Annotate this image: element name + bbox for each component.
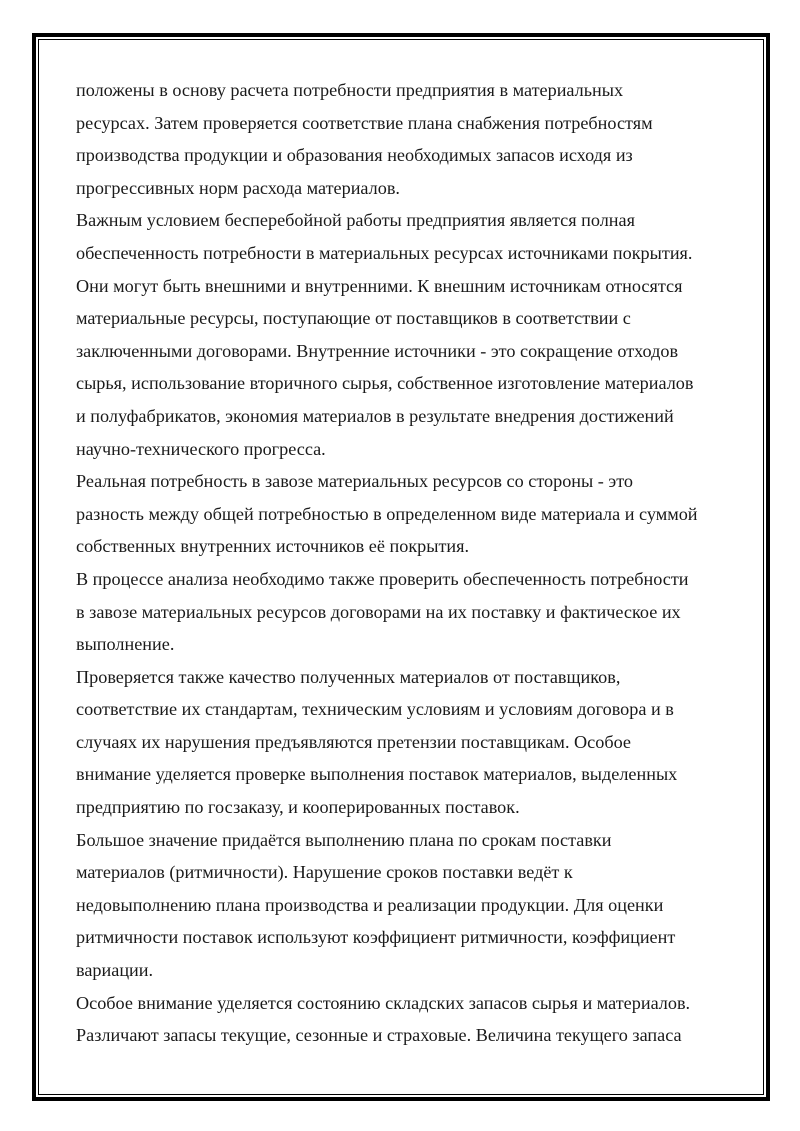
text-line: Они могут быть внешними и внутренними. К внешним источникам относятся bbox=[76, 275, 683, 296]
text-line: предприятию по госзаказу, и кооперированных поставок. bbox=[76, 797, 520, 818]
text-line: недовыполнению плана производства и реализации продукции. Для оценки bbox=[76, 894, 664, 915]
text-line: ресурсах. Затем проверяется соответствие плана снабжения потребностям bbox=[76, 112, 653, 133]
text-line: материалов (ритмичности). Нарушение сроков поставки ведёт к bbox=[76, 862, 573, 883]
text-line: Реальная потребность в завозе материальных ресурсов со стороны - это bbox=[76, 471, 634, 492]
text-line: выполнение. bbox=[76, 634, 175, 655]
text-line: заключенными договорами. Внутренние источники - это сокращение отходов bbox=[76, 340, 679, 361]
text-line: научно-технического прогресса. bbox=[76, 438, 326, 459]
text-line: В процессе анализа необходимо также проверить обеспеченность потребности bbox=[76, 568, 689, 589]
text-line: в завозе материальных ресурсов договорами на их поставку и фактическое их bbox=[76, 601, 681, 622]
text-line: Важным условием бесперебойной работы предприятия является полная bbox=[76, 210, 635, 231]
text-line: разность между общей потребностью в определенном виде материала и суммой bbox=[76, 503, 698, 524]
text-line: собственных внутренних источников её покрытия. bbox=[76, 536, 470, 557]
text-line: материальные ресурсы, поступающие от поставщиков в соответствии с bbox=[76, 308, 631, 329]
text-line: ритмичности поставок используют коэффициент ритмичности, коэффициент bbox=[76, 927, 676, 948]
text-line: Большое значение придаётся выполнению плана по срокам поставки bbox=[76, 829, 612, 850]
text-line: Проверяется также качество полученных материалов от поставщиков, bbox=[76, 666, 621, 687]
text-line: положены в основу расчета потребности предприятия в материальных bbox=[76, 80, 624, 100]
text-line: производства продукции и образования необходимых запасов исходя из bbox=[76, 145, 633, 166]
document-body bbox=[76, 74, 736, 1052]
text-line: случаях их нарушения предъявляются претензии поставщикам. Особое bbox=[76, 731, 631, 752]
text-line: Различают запасы текущие, сезонные и страховые. Величина текущего запаса bbox=[76, 1025, 682, 1046]
text-line: соответствие их стандартам, техническим условиям и условиям договора и в bbox=[76, 699, 674, 720]
text-line: Особое внимание уделяется состоянию складских запасов сырья и материалов. bbox=[76, 992, 691, 1013]
text-line: и полуфабрикатов, экономия материалов в результате внедрения достижений bbox=[76, 405, 674, 426]
text-line: внимание уделяется проверке выполнения поставок материалов, выделенных bbox=[76, 764, 678, 785]
text-line: обеспеченность потребности в материальных ресурсах источниками покрытия. bbox=[76, 242, 693, 263]
text-line: вариации. bbox=[76, 960, 154, 981]
text-line: сырья, использование вторичного сырья, собственное изготовление материалов bbox=[76, 373, 694, 394]
text-line: прогрессивных норм расхода материалов. bbox=[76, 177, 400, 198]
